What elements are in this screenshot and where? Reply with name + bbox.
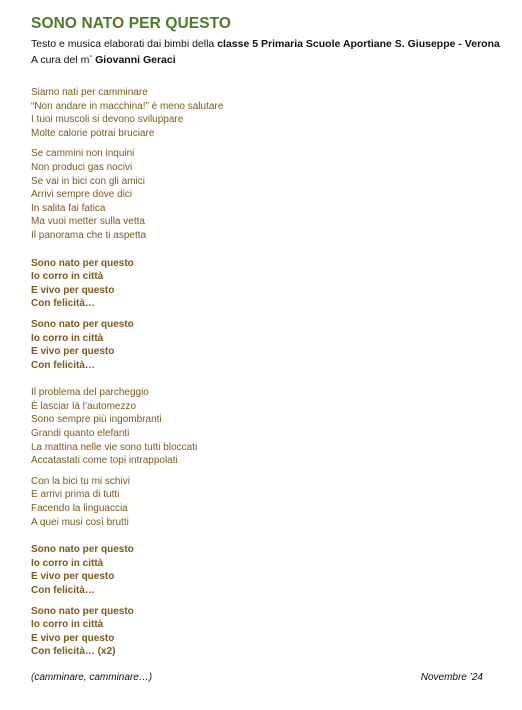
curator-name: Giovanni Geraci <box>95 53 176 66</box>
curator-degree-sign: ° <box>89 54 93 62</box>
curator-prefix: A cura del m <box>31 53 90 66</box>
chorus-line: Con felicità… <box>31 585 95 596</box>
chorus-line: Sono nato per questo <box>31 257 134 269</box>
footer-note: (camminare, camminare…) <box>31 671 153 683</box>
lyric-line: Se cammini non inquini <box>31 148 135 160</box>
chorus-stanza <box>31 605 491 659</box>
chorus-line: Sono nato per questo <box>31 605 134 617</box>
lyric-line: In salita fai fatica <box>31 202 106 214</box>
credits-line-2 <box>31 52 491 68</box>
chorus-line: Io corro in città <box>31 271 104 283</box>
chorus-stanza <box>31 257 491 311</box>
footer-date: Novembre ’24 <box>420 671 483 683</box>
lyric-line: Accatastati come topi intrappolati <box>31 455 178 467</box>
lyric-line: Sono sempre più ingombranti <box>31 414 162 426</box>
lyric-line: Se vai in bici con gli amici <box>31 175 145 187</box>
verse-stanza <box>31 475 491 529</box>
chorus-stanza <box>31 543 491 597</box>
lyric-line: “Non andare in macchina!” è meno salutare <box>31 100 224 112</box>
credits-class: classe 5 Primaria Scuole Aportiane S. Giuseppe - Verona <box>217 38 500 50</box>
lyric-line: Molte calorie potrai bruciare <box>31 127 155 139</box>
song-title: SONO NATO PER QUESTO <box>31 15 232 32</box>
chorus-line: E vivo per questo <box>31 632 115 644</box>
lyric-line: A quei musi così brutti <box>31 516 129 528</box>
credits-line-1 <box>31 38 500 52</box>
chorus-line: Sono nato per questo <box>31 318 134 330</box>
lyric-line: Non produci gas nocivi <box>31 161 133 173</box>
lyric-line: Facendo la linguaccia <box>31 503 128 515</box>
lyric-line: Il panorama che ti aspetta <box>31 229 147 241</box>
lyric-line: Con la bici tu mi schivi <box>31 475 130 487</box>
lyric-line: La mattina nelle vie sono tutti bloccati <box>31 441 198 453</box>
verse-stanza <box>31 86 491 140</box>
lyric-line: Ma vuoi metter sulla vetta <box>31 216 145 228</box>
page-footer <box>31 671 483 684</box>
chorus-line: Con felicità… (x2) <box>31 646 116 658</box>
lyric-line: I tuoi muscoli si devono sviluppare <box>31 114 184 126</box>
chorus-line: E vivo per questo <box>31 284 115 296</box>
lyric-line: Grandi quanto elefanti <box>31 428 130 440</box>
lyric-line: Siamo nati per camminare <box>31 87 148 98</box>
lyric-line: E arrivi prima di tutti <box>31 489 120 501</box>
chorus-line: E vivo per questo <box>31 346 115 358</box>
chorus-line: Io corro in città <box>31 557 104 569</box>
lyric-line: È lasciar là l’automezzo <box>31 400 137 412</box>
lyric-line: Arrivi sempre dove dici <box>31 189 133 201</box>
chorus-line: E vivo per questo <box>31 571 115 583</box>
lyrics <box>31 86 491 659</box>
chorus-line: Con felicità… <box>31 298 95 310</box>
chorus-line: Io corro in città <box>31 619 104 631</box>
chorus-stanza <box>31 318 491 372</box>
chorus-line: Con felicità… <box>31 359 95 371</box>
chorus-line: Sono nato per questo <box>31 544 134 556</box>
lyric-line: Il problema del parcheggio <box>31 387 149 399</box>
chorus-line: Io corro in città <box>31 332 104 344</box>
document-page <box>31 14 500 684</box>
verse-stanza <box>31 386 491 468</box>
verse-stanza <box>31 147 491 242</box>
credits-prefix: Testo e musica elaborati dai bimbi della <box>31 38 218 50</box>
